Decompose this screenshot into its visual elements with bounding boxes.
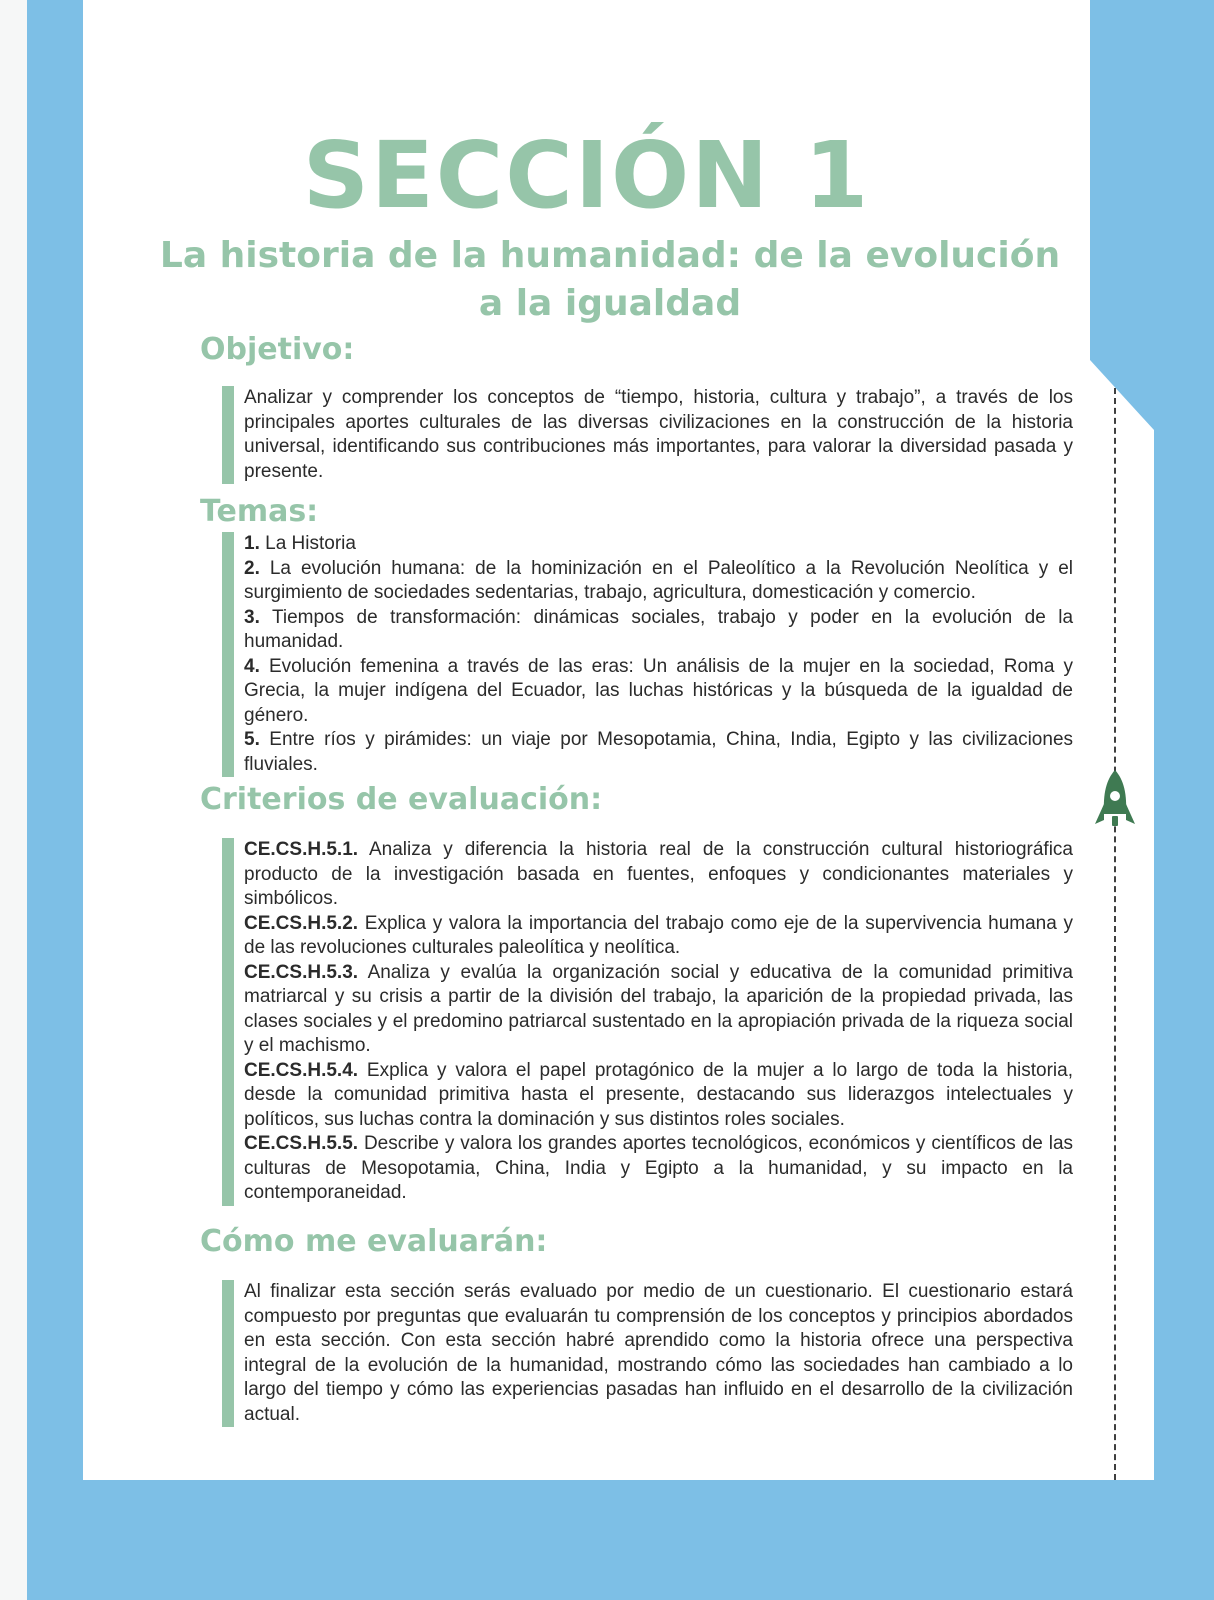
- page-frame-bottom: [27, 1480, 1214, 1600]
- item-text: La evolución humana: de la hominización en el Paleolítico a la Revolución Neolítica y el surgimiento de sociedades sedentarias, trabajo, agricultura, domesticación y comercio.: [244, 557, 1074, 603]
- item-number: 2.: [244, 557, 260, 579]
- criterion-text: Analiza y evalúa la organización social y educativa de la comunidad primitiva matriarcal y su crisis a partir de la división del trabajo, la aparición de la propiedad privada, las clases sociales y el predomino patriarcal sustentado en la apropiación privada de la riqueza social y el machismo.: [244, 961, 1073, 1056]
- list-item: [244, 606, 1073, 655]
- temas-block: [222, 532, 1073, 777]
- criterion-code: CE.CS.H.5.5.: [244, 1133, 359, 1154]
- criterion-code: CE.CS.H.5.2.: [244, 912, 359, 934]
- evaluacion-text: Al finalizar esta sección serás evaluado por medio de un cuestionario. El cuestionario estará compuesto por preguntas que evaluarán tu comprensión de los conceptos y principios abordados en esta sección. Con esta sección habré aprendido como la historia ofrece una perspectiva integral de la evolución de la humanidad, mostrando cómo las sociedades han cambiado a lo largo del tiempo y cómo las experiencias pasadas han influido en el desarrollo de la civilización actual.: [244, 1281, 1073, 1425]
- item-number: 4.: [244, 655, 260, 677]
- objetivo-text: Analizar y comprender los conceptos de “tiempo, historia, cultura y trabajo”, a través de los principales aportes culturales de las diversas civilizaciones en la construcción de la historia universal, identificando sus contribuciones más importantes, para valorar la diversidad pasada y presente.: [244, 387, 1073, 482]
- objetivo-heading: Objetivo:: [200, 332, 355, 367]
- item-number: 5.: [244, 729, 260, 750]
- criterion-text: Explica y valora el papel protagónico de la mujer a lo largo de toda la historia, desde la comunidad primitiva hasta el presente, destacando sus liderazgos intelectuales y políticos, sus luchas contra la dominación y sus distintos roles sociales.: [244, 1059, 1074, 1130]
- list-item: [244, 532, 1073, 557]
- dashed-trail: [1114, 388, 1116, 1480]
- temas-heading: Temas:: [200, 494, 319, 529]
- list-item: [244, 655, 1073, 729]
- objetivo-block: [222, 386, 1073, 484]
- criterion-item: [244, 838, 1073, 912]
- criterion-item: [244, 1132, 1073, 1206]
- evaluacion-heading: Cómo me evaluarán:: [200, 1224, 548, 1259]
- side-tab: [1090, 360, 1154, 1480]
- item-number: 3.: [244, 606, 260, 628]
- page-frame-left: [27, 0, 83, 1600]
- criterion-item: [244, 1059, 1073, 1133]
- criterion-text: Describe y valora los grandes aportes tecnológicos, económicos y científicos de las culturas de Mesopotamia, China, India y Egipto a la humanidad, y su impacto en la contemporaneidad.: [244, 1133, 1074, 1203]
- item-text: Entre ríos y pirámides: un viaje por Mesopotamia, China, India, Egipto y las civilizaciones fluviales.: [244, 729, 1074, 775]
- criterion-item: [244, 912, 1073, 961]
- evaluacion-block: [222, 1280, 1073, 1427]
- rocket-icon: [1093, 768, 1137, 844]
- criterion-code: CE.CS.H.5.1.: [244, 839, 359, 860]
- item-text: Evolución femenina a través de las eras: Un análisis de la mujer en la sociedad, Roma y Grecia, la mujer indígena del Ecuador, las luchas históricas y la búsqueda de la igualdad de género.: [244, 655, 1074, 726]
- item-text: Tiempos de transformación: dinámicas sociales, trabajo y poder en la evolución de la humanidad.: [244, 606, 1074, 652]
- criterios-heading: Criterios de evaluación:: [200, 782, 603, 817]
- item-text: La Historia: [265, 533, 356, 554]
- criterion-code: CE.CS.H.5.3.: [244, 961, 359, 983]
- list-item: [244, 728, 1073, 777]
- section-subtitle: La historia de la humanidad: de la evolución a la igualdad: [159, 235, 1061, 324]
- criterion-text: Explica y valora la importancia del trabajo como eje de la supervivencia humana y de las revoluciones culturales paleolítica y neolítica.: [244, 912, 1074, 958]
- section-title: SECCIÓN 1: [302, 122, 871, 229]
- item-number: 1.: [244, 533, 260, 554]
- criterion-item: [244, 961, 1073, 1059]
- list-item: [244, 557, 1073, 606]
- criterion-code: CE.CS.H.5.4.: [244, 1059, 359, 1081]
- criterion-text: Analiza y diferencia la historia real de la construcción cultural historiográfica producto de la investigación basada en fuentes, enfoques y condicionantes materiales y simbólicos.: [244, 839, 1073, 909]
- criterios-block: [222, 838, 1073, 1206]
